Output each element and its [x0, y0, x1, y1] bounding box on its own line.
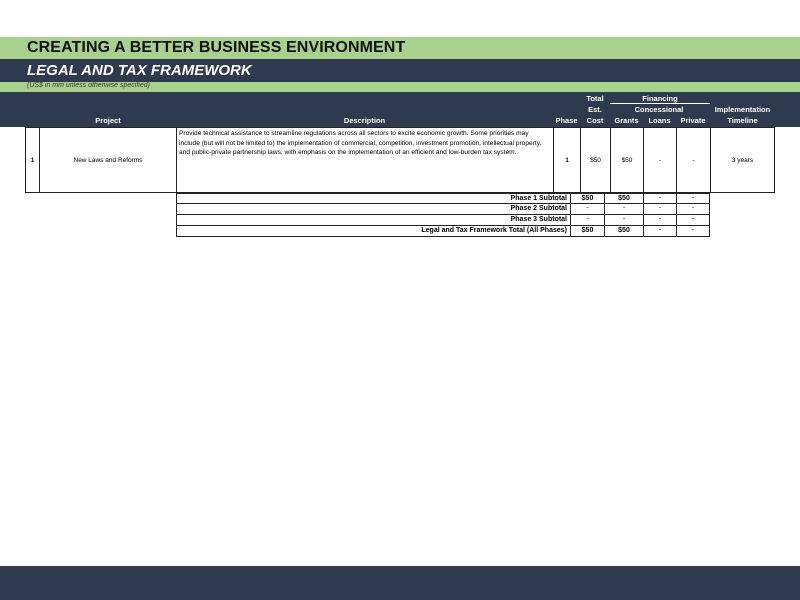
- header-implementation: Implementation: [714, 105, 771, 114]
- subtotal-loans: -: [644, 194, 677, 204]
- row-project: New Laws and Reforms: [73, 156, 143, 164]
- subtotal-loans: -: [644, 204, 677, 214]
- header-project: Project: [95, 116, 121, 125]
- section-title: LEGAL AND TAX FRAMEWORK: [27, 62, 252, 79]
- header-timeline: Timeline: [727, 116, 758, 125]
- row-phase: 1: [565, 156, 569, 164]
- subtotal-grants: -: [605, 215, 644, 225]
- subtotal-row: [176, 215, 710, 226]
- financing-divider: [610, 103, 710, 104]
- row-description: Provide technical assistance to streamline regulations across all sectors to excite economic growth. Some priorities may include (but will not be limited to) the implementation of commercial, competition, investment promotion, intellectual property, and public-private partnership laws, with emphasis on the implementation of an efficient and low-burden tax system.: [179, 130, 542, 157]
- subtotal-label: Phase 3 Subtotal: [177, 215, 571, 225]
- row-timeline: 3 years: [731, 156, 754, 164]
- header-description: Description: [343, 116, 386, 125]
- header-loans: Loans: [648, 116, 671, 125]
- subtotal-cost: -: [571, 215, 605, 225]
- header-total: Total: [586, 94, 604, 103]
- row-private: -: [692, 156, 695, 164]
- subtotal-cost: $50: [571, 194, 605, 204]
- subtotal-grants: $50: [605, 194, 644, 204]
- footer-bar: [0, 566, 800, 600]
- subtotal-cost: -: [571, 204, 605, 214]
- table-header: [0, 92, 800, 127]
- subtotal-label: Phase 1 Subtotal: [177, 194, 571, 204]
- header-concessional: Concessional: [634, 105, 684, 114]
- subtotal-row: [176, 204, 710, 215]
- row-cost: $50: [590, 156, 601, 164]
- row-number: 1: [30, 156, 35, 164]
- header-cost: Cost: [586, 116, 604, 125]
- header-grants: Grants: [614, 116, 639, 125]
- table-row: [25, 127, 775, 193]
- total-label: Legal and Tax Framework Total (All Phases): [177, 226, 571, 236]
- row-loans: -: [658, 156, 662, 164]
- total-row: [176, 226, 710, 237]
- subtitle-bar: [0, 59, 800, 82]
- subtotal-private: -: [691, 205, 695, 212]
- subtotal-private: -: [691, 195, 695, 202]
- header-phase: Phase: [555, 116, 578, 125]
- subtotal-row: [176, 193, 710, 204]
- header-est: Est.: [588, 105, 602, 114]
- page-title: CREATING A BETTER BUSINESS ENVIRONMENT: [27, 39, 406, 56]
- total-private: -: [691, 227, 695, 234]
- header-private: Private: [680, 116, 706, 125]
- subtotal-private: -: [691, 216, 695, 223]
- units-bar: [0, 82, 800, 92]
- units-note: (US$ in mm unless otherwise specified): [27, 82, 150, 89]
- title-bar: [0, 37, 800, 59]
- subtotal-loans: -: [644, 215, 677, 225]
- row-grants: $50: [621, 156, 633, 164]
- total-loans: -: [644, 226, 677, 236]
- header-financing: Financing: [642, 94, 678, 103]
- subtotal-grants: -: [605, 204, 644, 214]
- subtotal-label: Phase 2 Subtotal: [177, 204, 571, 214]
- total-cost: $50: [571, 226, 605, 236]
- total-grants: $50: [605, 226, 644, 236]
